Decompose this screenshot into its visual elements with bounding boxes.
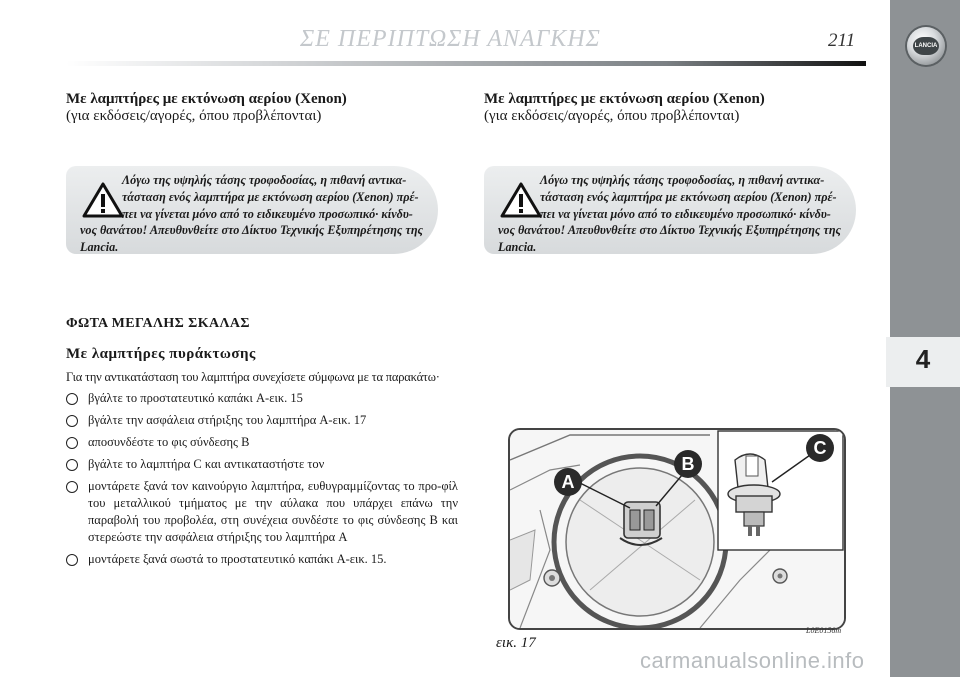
warning-line: τάσταση ενός λαμπτήρα με εκτόνωση αερίου (Xenon) πρέ- — [540, 189, 837, 204]
left-section-subtitle: (για εκδόσεις/αγορές, όπου προβλέπονται) — [66, 108, 322, 124]
warning-line: Λόγω της υψηλής τάσης τροφοδοσίας, η πιθανή αντικα- — [122, 173, 407, 187]
list-item — [66, 551, 458, 568]
right-section-subtitle: (για εκδόσεις/αγορές, όπου προβλέπονται) — [484, 108, 740, 124]
callout-a: A — [554, 468, 582, 496]
incandescent-heading: Με λαμπτήρες πυράκτωσης — [66, 346, 256, 362]
warning-line: πει να γίνεται μόνο από το ειδικευμένο προσωπικό· κίνδυ- — [122, 206, 413, 221]
step-text: βγάλτε το λαμπτήρα C και αντικαταστήστε τον — [88, 457, 325, 471]
chapter-tab[interactable] — [886, 337, 960, 387]
list-item — [66, 434, 458, 451]
callout-b: B — [674, 450, 702, 478]
figure-17-illustration — [508, 428, 846, 630]
bullet-circle-icon — [66, 481, 78, 493]
bullet-circle-icon — [66, 415, 78, 427]
warning-line: πει να γίνεται μόνο από το ειδικευμένο προσωπικό· κίνδυ- — [540, 206, 831, 221]
lancia-logo-text: LANCIA — [913, 37, 939, 55]
step-text: μοντάρετε ξανά τον καινούργιο λαμπτήρα, ευθυγραμμίζοντας το προ-φίλ του μεταλλικού τμήματος με την αύλακα που υπάρχει επάνω την παραβολή του προβολέα, στη συνέχεια συνδέστε το φις σύνδεσης B και στερεώστε την ασφάλεια στήριξης του λαμπτήρα A — [88, 479, 458, 544]
right-warning-box — [484, 166, 856, 254]
header-rule — [66, 61, 866, 66]
left-warning-box — [66, 166, 438, 254]
right-section-title: Με λαμπτήρες με εκτόνωση αερίου (Xenon) — [484, 91, 765, 107]
step-text: αποσυνδέστε το φις σύνδεσης B — [88, 435, 250, 449]
bullet-circle-icon — [66, 554, 78, 566]
step-text: μοντάρετε ξανά σωστά το προστατευτικό καπάκι A-εικ. 15. — [88, 552, 387, 566]
left-warning-text — [66, 172, 426, 256]
lancia-logo — [907, 27, 945, 65]
callout-c: C — [806, 434, 834, 462]
list-item — [66, 478, 458, 546]
figure-caption: εικ. 17 — [496, 635, 536, 651]
warning-line: Lancia. — [498, 240, 537, 255]
page-header-title: ΣΕ ΠΕΡΙΠΤΩΣΗ ΑΝΑΓΚΗΣ — [300, 26, 601, 52]
procedure-intro: Για την αντικατάσταση του λαμπτήρα συνεχίσετε σύμφωνα με τα παρακάτω· — [66, 370, 440, 384]
page-number: 211 — [828, 30, 856, 51]
warning-line: Lancia. — [80, 240, 119, 255]
warning-line: νος θανάτου! Απευθυνθείτε στο Δίκτυο Τεχνικής Εξυπηρέτησης της — [498, 223, 841, 238]
chapter-number: 4 — [915, 344, 931, 374]
warning-line: Λόγω της υψηλής τάσης τροφοδοσίας, η πιθανή αντικα- — [540, 173, 825, 187]
step-text: βγάλτε την ασφάλεια στήριξης του λαμπτήρα A-εικ. 17 — [88, 413, 367, 427]
warning-line: τάσταση ενός λαμπτήρα με εκτόνωση αερίου (Xenon) πρέ- — [122, 189, 419, 204]
list-item — [66, 412, 458, 429]
figure-code: L0E0156m — [806, 626, 842, 635]
high-beam-heading: ΦΩΤΑ ΜΕΓΑΛΗΣ ΣΚΑΛΑΣ — [66, 316, 250, 331]
warning-line: νος θανάτου! Απευθυνθείτε στο Δίκτυο Τεχνικής Εξυπηρέτησης της — [80, 223, 423, 238]
bullet-circle-icon — [66, 437, 78, 449]
procedure-steps — [66, 390, 458, 573]
left-section-title: Με λαμπτήρες με εκτόνωση αερίου (Xenon) — [66, 91, 347, 107]
step-text: βγάλτε το προστατευτικό καπάκι A-εικ. 15 — [88, 391, 303, 405]
list-item — [66, 456, 458, 473]
bullet-circle-icon — [66, 459, 78, 471]
bullet-circle-icon — [66, 393, 78, 405]
watermark: carmanualsonline.info — [640, 648, 865, 673]
list-item — [66, 390, 458, 407]
right-warning-text — [484, 172, 844, 256]
